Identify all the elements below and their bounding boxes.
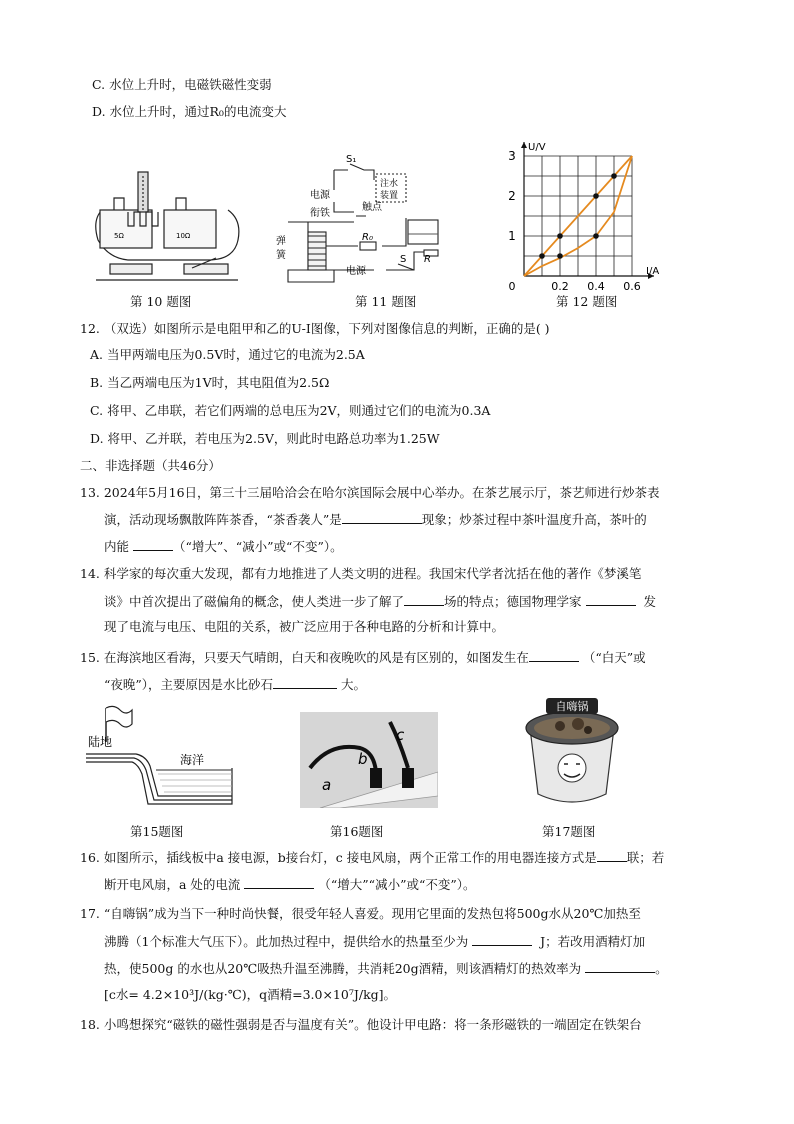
- q13-blank-1[interactable]: [342, 510, 422, 524]
- q17-line-1: 17. “自嗨锅”成为当下一种时尚快餐，很受年轻人喜爱。现用它里面的发热包将500g水从20℃加热至: [80, 906, 641, 921]
- option-d: D. 水位上升时，通过R₀的电流变大: [92, 104, 287, 119]
- power-top-label: 电源: [310, 190, 330, 201]
- resistor-r0-label: R₀: [362, 232, 373, 243]
- q15-line-2-a: “夜晚”），主要原因是水比砂石: [104, 677, 274, 692]
- armature-label: 衔铁: [310, 208, 330, 219]
- brand-label: 自嗨锅: [555, 700, 589, 713]
- figure-17: [516, 694, 628, 812]
- q14-line-1: 14. 科学家的每次重大发现，都有力地推进了人类文明的进程。我国宋代学者沈括在他的著作《梦溪笔: [80, 566, 642, 581]
- q17-line-2-a: 沸腾（1个标准大气压下）。此加热过程中，提供给水的热量至少为: [104, 934, 469, 949]
- figure-16-caption: 第16题图: [330, 824, 384, 839]
- y-axis-label: U/V: [528, 142, 546, 153]
- q17-line-2: [104, 932, 645, 951]
- q16-line-1-a: 16. 如图所示，插线板中a 接电源，b接台灯，c 接电风扇，两个正常工作的用电器连接方式是: [80, 850, 597, 865]
- origin-label: 0: [508, 280, 516, 290]
- q14-line-2-a: 谈》中首次提出了磁偏角的概念，使人类进一步了解了: [104, 594, 405, 609]
- sea-label: 海洋: [180, 753, 205, 767]
- q13-line-3: [104, 537, 343, 556]
- q14-line-2-c: 发: [643, 594, 656, 609]
- q15-blank-1[interactable]: [529, 648, 579, 662]
- data-point: [539, 253, 545, 259]
- land-label: 陆地: [88, 735, 113, 749]
- q14-blank-2[interactable]: [586, 592, 636, 606]
- q12-option-a: A. 当甲两端电压为0.5V时，通过它的电流为2.5A: [90, 347, 365, 362]
- resistor-10-label: 10Ω: [176, 232, 191, 240]
- data-point: [593, 233, 599, 239]
- q17-line-3-a: 热，使500g 的水也从20℃吸热升温至沸腾，共消耗20g酒精，则该酒精灯的热效率为: [104, 961, 582, 976]
- y-tick-label: 1: [508, 229, 516, 243]
- figure-12-chart: [500, 128, 680, 290]
- data-point: [593, 193, 599, 199]
- q15-blank-2[interactable]: [273, 675, 337, 689]
- figure-15: [86, 700, 236, 812]
- q15-line-2-b: 大。: [341, 677, 367, 692]
- q16-line-2-a: 断开电风扇，a 处的电流: [104, 877, 241, 892]
- power-bottom-label: 电源: [346, 266, 366, 277]
- spring-label-1: 弹: [276, 236, 286, 247]
- option-c: C. 水位上升时，电磁铁磁性变弱: [92, 77, 272, 92]
- q15-line-1: [80, 648, 646, 667]
- x-tick-label: 0.2: [551, 280, 569, 290]
- y-tick-label: 3: [508, 149, 516, 163]
- q15-line-1-a: 15. 在海滨地区看海，只要天气晴朗，白天和夜晚吹的风是有区别的，如图发生在: [80, 650, 529, 665]
- x-tick-label: 0.4: [587, 280, 605, 290]
- q14-line-3: 现了电流与电压、电阻的关系，被广泛应用于各种电路的分析和计算中。: [104, 619, 505, 634]
- inject-label-1: 注水: [380, 179, 399, 189]
- section-2-heading: 二、非选择题（共46分）: [80, 458, 221, 473]
- q17-line-3: [104, 959, 668, 978]
- data-point: [557, 253, 563, 259]
- q13-blank-2[interactable]: [133, 537, 173, 551]
- q12-option-b: B. 当乙两端电压为1V时，其电阻值为2.5Ω: [90, 375, 330, 390]
- q18-line-1: 18. 小鸣想探究“磁铁的磁性强弱是否与温度有关”。他设计甲电路：将一条形磁铁的一端固定在铁架台: [80, 1017, 642, 1032]
- q16-line-1: [80, 848, 664, 867]
- q16-line-2-b: （“增大”“减小”或“不变”）。: [318, 877, 476, 892]
- q13-line-3-b: （“增大”、“减小”或“不变”）。: [173, 539, 343, 554]
- q14-line-2: [104, 592, 656, 611]
- figure-16: [300, 712, 438, 808]
- plug-label-c: c: [396, 726, 405, 744]
- q15-line-1-b: （“白天”或: [582, 650, 646, 665]
- q13-line-2: [104, 510, 647, 529]
- q17-line-2-b: J；若改用酒精灯加: [540, 934, 646, 949]
- spring-label-2: 簧: [276, 250, 286, 261]
- q14-blank-1[interactable]: [404, 592, 444, 606]
- figure-12-caption: 第 12 题图: [556, 294, 618, 309]
- q16-blank-1[interactable]: [597, 848, 627, 862]
- q17-blank-2[interactable]: [585, 959, 655, 973]
- figure-15-caption: 第15题图: [130, 824, 184, 839]
- data-point: [611, 173, 617, 179]
- q17-line-4: [c水= 4.2×10³J/(kg·℃)，q酒精=3.0×10⁷J/kg]。: [104, 987, 397, 1002]
- q12-option-d: D. 将甲、乙并联，若电压为2.5V，则此时电路总功率为1.25W: [90, 431, 440, 446]
- y-axis-arrow: [521, 142, 527, 148]
- q14-line-2-b: 场的特点；德国物理学家: [444, 594, 582, 609]
- q15-line-2: [104, 675, 366, 694]
- q13-line-2-b: 现象；炒茶过程中茶叶温度升高，茶叶的: [421, 512, 647, 527]
- contact-label: 触点: [362, 202, 382, 213]
- switch-s1-label: S₁: [346, 154, 357, 165]
- q13-line-1: 13. 2024年5月16日，第三十三届哈洽会在哈尔滨国际会展中心举办。在茶艺展示厅，茶艺师进行炒茶表: [80, 485, 660, 500]
- q16-line-2: [104, 875, 476, 894]
- q17-blank-1[interactable]: [472, 932, 532, 946]
- x-tick-label: 0.6: [623, 280, 641, 290]
- figure-17-caption: 第17题图: [542, 824, 596, 839]
- q13-line-2-a: 演，活动现场飘散阵阵茶香，“茶香袭人”是: [104, 512, 342, 527]
- figure-11-caption: 第 11 题图: [355, 294, 417, 309]
- plug-label-a: a: [322, 776, 332, 794]
- figure-10-caption: 第 10 题图: [130, 294, 192, 309]
- x-axis-label: I/A: [646, 266, 660, 277]
- q16-line-1-b: 联；若: [626, 850, 665, 865]
- resistor-r-label: R: [424, 254, 431, 265]
- resistor-5-label: 5Ω: [114, 232, 124, 240]
- y-tick-label: 2: [508, 189, 516, 203]
- q17-line-3-b: 。: [655, 961, 668, 976]
- figure-11: [274, 150, 464, 288]
- plug-label-b: b: [358, 750, 368, 768]
- switch-s-label: S: [400, 254, 407, 265]
- q13-line-3-a: 内能: [104, 539, 130, 554]
- data-point: [557, 233, 563, 239]
- figure-10: [88, 168, 246, 288]
- q12-stem: 12. （双选）如图所示是电阻甲和乙的U-I图像，下列对图像信息的判断，正确的是( ): [80, 321, 550, 336]
- inject-label-2: 装置: [380, 191, 399, 201]
- q12-option-c: C. 将甲、乙串联，若它们两端的总电压为2V，则通过它们的电流为0.3A: [90, 403, 491, 418]
- q16-blank-2[interactable]: [244, 875, 314, 889]
